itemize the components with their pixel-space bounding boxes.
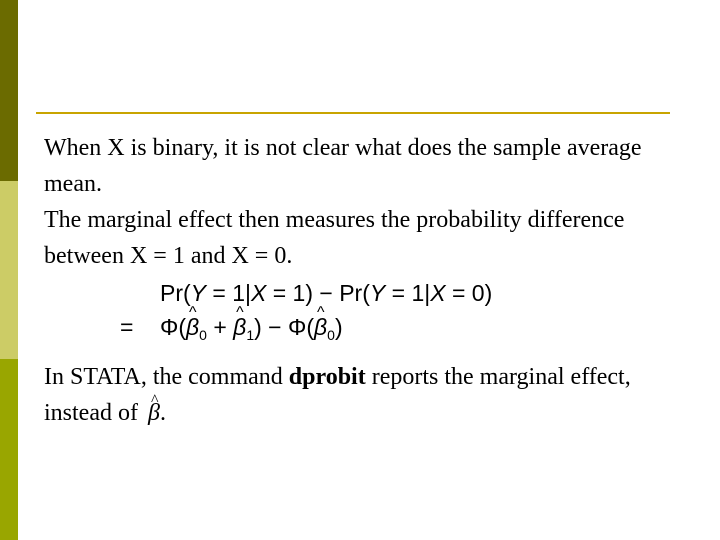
equation-line-1 (160, 280, 492, 307)
sidebar-accent (0, 0, 18, 540)
eq2-beta-hat-1: ^ β (233, 314, 246, 341)
eq1-x: X (251, 280, 267, 306)
eq1-y: Y (190, 280, 207, 306)
eq1-mid: = 1| (206, 280, 251, 306)
sidebar-segment-middle (0, 181, 18, 359)
dprobit-command: dprobit (288, 364, 366, 390)
paragraph-stata-dprobit (44, 359, 664, 431)
equation-line-2 (120, 314, 343, 343)
sidebar-segment-bottom (0, 359, 18, 540)
eq1-pr-open: Pr( (160, 280, 191, 306)
eq1-mid2: = 1| (385, 280, 431, 306)
eq1-x2: X (430, 280, 446, 306)
eq1-y2: Y (369, 280, 386, 306)
paragraph-binary-x: When X is binary, it is not clear what does the sample average mean. (44, 135, 642, 197)
eq2-sub-0: 0 (199, 327, 207, 343)
para3-end: reports the marginal effect, instead of (44, 364, 631, 426)
eq1-end: = 1) − Pr( (266, 280, 370, 306)
paragraph-marginal-effect: The marginal effect then measures the probability difference between X = 1 and X = 0. (44, 207, 625, 269)
eq2-beta-hat-0b: ^ β (314, 314, 327, 341)
eq2-close: ) (334, 314, 343, 340)
eq1-end2: = 0) (445, 280, 493, 306)
eq2-sub-1: 1 (246, 327, 255, 343)
eq2-sub-0b: 0 (327, 327, 335, 343)
para3-period: . (159, 400, 166, 426)
eq2-equals: = (120, 314, 134, 340)
eq2-minus: ) − Φ( (254, 314, 314, 340)
eq2-plus: + (206, 314, 234, 340)
eq2-beta-hat-0: ^ β (186, 314, 199, 341)
eq2-phi-open: Φ( (160, 314, 187, 340)
para3-start: In STATA, the command (44, 364, 289, 390)
title-divider (36, 112, 670, 114)
beta-hat-inline: ^ β (148, 395, 160, 431)
sidebar-segment-top (0, 0, 18, 181)
